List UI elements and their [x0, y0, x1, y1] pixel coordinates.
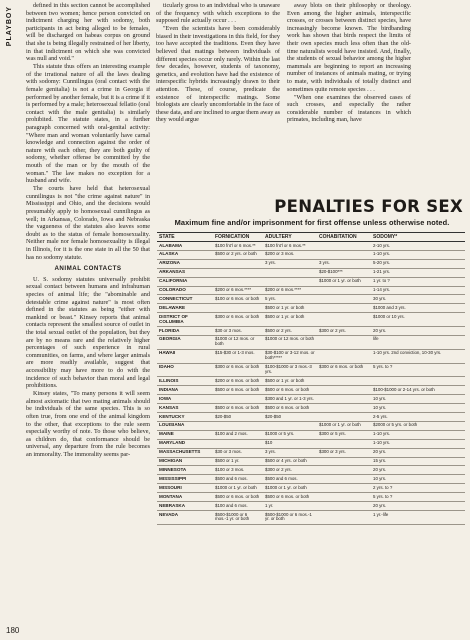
penalty-cell: $500 or 6 mos. or both	[213, 386, 263, 395]
penalty-cell: 1-10 yrs.	[371, 250, 465, 259]
penalty-cell: 2-5 yrs.	[371, 413, 465, 422]
penalty-cell: 2 yrs. to ?	[371, 484, 465, 493]
penalty-cell: $300 and 1 yr. or 1-3 yrs.	[263, 395, 317, 404]
column-header: COHABITATION	[317, 233, 371, 242]
page-number: 180	[6, 626, 20, 635]
penalty-cell: 1 yr.	[263, 502, 317, 511]
penalty-cell: $500 and 6 mos.	[263, 475, 317, 484]
penalty-cell: $300 or 6 mos. or both	[213, 363, 263, 377]
penalty-cell	[317, 413, 371, 422]
penalty-cell: 5 yrs. to ?	[371, 493, 465, 502]
penalty-cell	[213, 259, 263, 268]
state-cell: ALASKA	[157, 250, 213, 259]
state-cell: ARKANSAS	[157, 268, 213, 277]
paragraph: away blots on their philosophy or theology. Even among the higher animals, interspecific crosses, or crosses between distinct species, have increasingly become known. The birdbanding work has shown that birds respect the limits of their own species much less often than the old-time naturalists would have insisted. And, finally, the students of sexual behavior among the higher mammals are beginning to report an increasing number of instances of animals mating, or trying to mate, with individuals of totally distinct and sometimes quite remote species . . .	[287, 2, 411, 93]
penalty-cell	[213, 304, 263, 313]
column-1-paragraphs-after-heading	[26, 276, 150, 459]
penalty-cell: $500 or 1 yr.	[213, 457, 263, 466]
penalty-cell	[317, 313, 371, 327]
state-cell: MARYLAND	[157, 439, 213, 448]
penalty-cell: 20 yrs.	[371, 502, 465, 511]
penalty-cell	[317, 304, 371, 313]
penalties-subtitle: Maximum fine and/or imprisonment for first offense unless otherwise noted.	[174, 218, 450, 227]
state-cell: DELAWARE	[157, 304, 213, 313]
penalty-cell: $300 or 2 yrs.	[263, 466, 317, 475]
penalty-cell: $500 or 1 yr. or both	[263, 377, 317, 386]
table-row	[157, 250, 465, 259]
state-cell: DISTRICT OF COLUMBIA	[157, 313, 213, 327]
penalty-cell: $1000 and 3 yrs.	[371, 304, 465, 313]
column-header: SODOMY*	[371, 233, 465, 242]
state-cell: FLORIDA	[157, 327, 213, 336]
paragraph: ticularly gross to an individual who is unaware of the frequency with which exceptions to the supposed rule actually occur . . .	[156, 2, 280, 25]
penalty-cell	[371, 377, 465, 386]
state-cell: HAWAII	[157, 349, 213, 363]
magazine-name: PLAYBOY	[6, 6, 13, 47]
state-cell: CONNECTICUT	[157, 295, 213, 304]
penalty-cell: $500 or 2 yrs.	[263, 327, 317, 336]
table-row	[157, 377, 465, 386]
paragraph: The courts have held that heterosexual cunnilingus is not "the crime against nature" in Mississippi and Ohio, and the decisions would presumably apply to homosexual cunnilingus as well; in Arkansas, Colorado, Iowa and Nebraska the vagueness of the statutes also leaves some doubt as to the status of female homosexuality. Neither male nor female homosexuality is illegal in Illinois, for it is the one state in all the 50 that has no sodomy statute.	[26, 185, 150, 261]
penalty-cell: $15-$30 or 1-3 mos.	[213, 349, 263, 363]
table-row	[157, 493, 465, 502]
penalty-cell	[317, 466, 371, 475]
penalty-cell: 1-21 yrs.	[371, 268, 465, 277]
state-cell: MISSISSIPPI	[157, 475, 213, 484]
penalty-cell	[317, 395, 371, 404]
penalty-cell	[317, 484, 371, 493]
penalty-cell: 3 yrs.	[263, 448, 317, 457]
table-row	[157, 242, 465, 251]
penalty-cell	[317, 377, 371, 386]
penalty-cell: $300 or 5 yrs.	[317, 430, 371, 439]
penalty-cell: 10 yrs.	[371, 475, 465, 484]
penalty-cell: life	[371, 335, 465, 349]
penalty-cell: 2-10 yrs.	[371, 242, 465, 251]
table-row	[157, 349, 465, 363]
table-row	[157, 335, 465, 349]
paragraph: U. S. sodomy statutes universally prohibit sexual contact between humans and infrahuman species of animal life; the "abominable and detestable crime against nature" is most often defined in the statutes as being "either with mankind or beast." Kinsey reports that animal contacts represent the smallest source of outlet in the total sexual outlet of the population, but they are by no means rare and the relatively higher percentages of such experience in rural communities, on farms, and where larger animals are more readily available, suggest that accessibility may have more to do with the incidence of such behavior than moral and legal prohibitions.	[26, 275, 150, 390]
text-column-3	[287, 2, 411, 190]
penalty-cell: $500 or 6 mos. or both	[263, 386, 317, 395]
penalty-cell: $100 and 6 mos.	[213, 502, 263, 511]
penalty-cell: $200 or 3 mos.	[263, 250, 317, 259]
state-cell: LOUISIANA	[157, 421, 213, 430]
state-cell: MASSACHUSETTS	[157, 448, 213, 457]
state-cell: KANSAS	[157, 404, 213, 413]
penalty-cell: $500-$1000 or 6 mos.-1 yr. or both	[213, 511, 263, 525]
penalty-cell	[213, 268, 263, 277]
state-cell: ARIZONA	[157, 259, 213, 268]
penalty-cell: 1-14 yrs.	[371, 286, 465, 295]
penalty-cell: $1000 or 1 yr. or both	[317, 277, 371, 286]
column-header: ADULTERY	[263, 233, 317, 242]
penalty-cell	[213, 395, 263, 404]
penalty-cell: 5 yrs. to ?	[371, 363, 465, 377]
penalties-title: PENALTIES FOR SEX	[274, 197, 463, 216]
penalties-table	[157, 232, 465, 525]
paragraph: Kinsey states, "To many persons it will seem almost axiomatic that two mating animals should be individuals of the same species. This is so often true, from one end of the animal kingdom to the other, that exceptions to the rule seem especially worthy of note. To those who believe, as children do, that conformance should be universal, any departure from the rule becomes an immorality. The immorality seems par-	[26, 390, 150, 458]
penalty-cell: $10	[263, 439, 317, 448]
paragraph: This statute thus offers an interesting example of the irrational nature of all the laws dealing with sodomy: Cunnilingus (oral contact with the female genitalia) is not a crime in Georgia if performed by another female, but it is a crime if it is performed by a male; heterosexual fellatio (oral contact with the male genitalia) is similarly prohibited. The statute states, in a further paragraph concerned with oral-genital activity: "Where man and woman voluntarily have carnal knowledge and connection against the order of nature with each other, they are both guilty of sodomy, whether offense be committed by the mouth of the man or by the mouth of the woman." The law makes no exception for a husband and wife.	[26, 63, 150, 185]
penalty-cell: 5-20 yrs.	[371, 259, 465, 268]
penalty-cell	[317, 475, 371, 484]
column-header: FORNICATION	[213, 233, 263, 242]
table-row	[157, 404, 465, 413]
penalty-cell	[213, 439, 263, 448]
penalty-cell: $500 or 6 mos. or both	[213, 493, 263, 502]
table-row	[157, 395, 465, 404]
penalty-cell: $500 or 6 mos. or both	[263, 404, 317, 413]
penalty-cell: $30 or 3 mos.	[213, 327, 263, 336]
table-row	[157, 439, 465, 448]
penalty-cell	[317, 349, 371, 363]
state-cell: MONTANA	[157, 493, 213, 502]
state-cell: IOWA	[157, 395, 213, 404]
penalties-header-row	[157, 233, 465, 242]
table-row	[157, 259, 465, 268]
state-cell: COLORADO	[157, 286, 213, 295]
penalty-cell: $20-$100***	[317, 268, 371, 277]
penalty-cell	[317, 457, 371, 466]
table-row	[157, 502, 465, 511]
penalty-cell: $100 fnt'l or 6 mos.**	[263, 242, 317, 251]
penalty-cell	[317, 250, 371, 259]
penalty-cell: $200 or 6 mos. or both	[213, 377, 263, 386]
state-cell: GEORGIA	[157, 335, 213, 349]
penalty-cell	[213, 421, 263, 430]
table-row	[157, 466, 465, 475]
penalty-cell: $100 fnt'l or 6 mos.**	[213, 242, 263, 251]
penalty-cell: $200 or 6 mos.****	[263, 286, 317, 295]
penalty-cell: $200 or 6 mos.****	[213, 286, 263, 295]
penalty-cell	[213, 277, 263, 286]
table-row	[157, 304, 465, 313]
penalty-cell	[317, 511, 371, 525]
state-cell: ILLINOIS	[157, 377, 213, 386]
table-row	[157, 277, 465, 286]
table-row	[157, 313, 465, 327]
penalty-cell: 20 yrs.	[371, 466, 465, 475]
penalty-cell: $1000 or 1 yr. or both	[317, 421, 371, 430]
penalty-cell	[263, 268, 317, 277]
column-1-paragraphs	[26, 2, 150, 261]
text-column-2	[156, 2, 280, 190]
penalty-cell: 1-10 yrs. 2nd conviction, 10-30 yrs.	[371, 349, 465, 363]
state-cell: MAINE	[157, 430, 213, 439]
table-row	[157, 327, 465, 336]
penalty-cell	[317, 335, 371, 349]
penalties-table-box	[157, 190, 467, 630]
penalty-cell: 1-10 yrs.	[371, 430, 465, 439]
penalty-cell: 10 yrs.	[371, 395, 465, 404]
penalty-cell	[317, 386, 371, 395]
penalty-cell	[317, 286, 371, 295]
penalty-cell: $30 or 3 mos.	[213, 448, 263, 457]
state-cell: NEVADA	[157, 511, 213, 525]
table-row	[157, 484, 465, 493]
penalty-cell: $1000 or 10 yrs.	[371, 313, 465, 327]
penalty-cell: $1000 or 1 yr. or both	[213, 484, 263, 493]
table-row	[157, 413, 465, 422]
state-cell: KENTUCKY	[157, 413, 213, 422]
penalty-cell: 3 yrs.	[317, 259, 371, 268]
penalty-cell: 10 yrs.	[371, 404, 465, 413]
penalty-cell: 1 yr. to ?	[371, 277, 465, 286]
state-cell: CALIFORNIA	[157, 277, 213, 286]
penalty-cell	[317, 242, 371, 251]
penalty-cell: $100 or 6 mos. or both	[213, 295, 263, 304]
state-cell: MICHIGAN	[157, 457, 213, 466]
section-heading: ANIMAL CONTACTS	[54, 265, 122, 273]
penalty-cell: 1 yr.-life	[371, 511, 465, 525]
table-row	[157, 430, 465, 439]
penalty-cell: $100-$1000 or 2-14 yrs. or both	[371, 386, 465, 395]
paragraph: "Even the scientists have been considerably biased in their investigations in this field, for they too have accepted the traditions. Even they have believed that matings between individuals of different species occur only rarely. Within the last few decades, however, students of taxonomy, genetics, and evolution have had the existence of interspecific hybrids increasingly drawn to their attention. These, of course, predicate the existence of interspecific matings. Some biologists are clearly uncomfortable in the face of these data, and are inclined to argue them away as they would argue	[156, 25, 280, 124]
penalty-cell: 3 yrs.	[263, 259, 317, 268]
penalty-cell	[317, 295, 371, 304]
penalty-cell	[317, 404, 371, 413]
penalty-cell: $500 or 4 yrs. or both	[263, 457, 317, 466]
penalty-cell: $1000 or 12 mos. or both	[263, 335, 317, 349]
penalty-cell: $500 or 2 yrs. or both	[213, 250, 263, 259]
penalty-cell: $500 or 1 yr. or both	[263, 304, 317, 313]
penalty-cell: $300 or 6 mos. or both	[317, 363, 371, 377]
table-row	[157, 268, 465, 277]
penalty-cell: $1000 or 12 mos. or both	[213, 335, 263, 349]
state-cell: MISSOURI	[157, 484, 213, 493]
penalty-cell	[317, 502, 371, 511]
table-row	[157, 511, 465, 525]
penalty-cell: $30-$100 or 3-12 mos. or both*****	[263, 349, 317, 363]
table-row	[157, 421, 465, 430]
state-cell: MINNESOTA	[157, 466, 213, 475]
penalty-cell: $1000 or 1 yr. or both	[263, 484, 317, 493]
penalty-cell: 30 yrs.	[371, 295, 465, 304]
table-row	[157, 363, 465, 377]
table-row	[157, 386, 465, 395]
table-row	[157, 448, 465, 457]
penalty-cell: $100 or 3 mos.	[213, 466, 263, 475]
penalty-cell	[263, 421, 317, 430]
penalty-cell: 20 yrs.	[371, 448, 465, 457]
column-header: STATE	[157, 233, 213, 242]
penalty-cell: $1000 or 5 yrs.	[263, 430, 317, 439]
penalty-cell: 1-10 yrs.	[371, 439, 465, 448]
penalty-cell	[263, 277, 317, 286]
state-cell: ALABAMA	[157, 242, 213, 251]
penalty-cell: 20 yrs.	[371, 327, 465, 336]
penalty-cell: $300 or 3 yrs.	[317, 448, 371, 457]
penalty-cell: $2000 or 5 yrs. or both	[371, 421, 465, 430]
paragraph: "When one examines the observed cases of such crosses, and especially the rather considerable number of instances in which primates, including man, have	[287, 93, 411, 124]
state-cell: INDIANA	[157, 386, 213, 395]
penalty-cell: $500-$1000 or 6 mos.-1 yr. or both	[263, 511, 317, 525]
table-row	[157, 475, 465, 484]
state-cell: NEBRASKA	[157, 502, 213, 511]
table-row	[157, 295, 465, 304]
penalty-cell: 15 yrs.	[371, 457, 465, 466]
penalty-cell: $500 and 6 mos.	[213, 475, 263, 484]
table-row	[157, 286, 465, 295]
penalty-cell	[317, 439, 371, 448]
penalty-cell	[317, 493, 371, 502]
penalty-cell: $500 or 6 mos. or both	[263, 493, 317, 502]
penalty-cell: $300 or 2 yrs.	[317, 327, 371, 336]
penalty-cell: $500 or 1 yr. or both	[263, 313, 317, 327]
penalty-cell: $500 or 6 mos. or both	[213, 404, 263, 413]
penalty-cell: $100-$1000 or 3 mos.-3 yrs.	[263, 363, 317, 377]
text-column-1	[26, 2, 150, 630]
penalty-cell: $300 or 6 mos. or both	[213, 313, 263, 327]
penalty-cell: $20-$50	[263, 413, 317, 422]
state-cell: IDAHO	[157, 363, 213, 377]
paragraph: defined in this section cannot be accomplished between two women; hence person convicted on indictment charging her with sodomy, both participants in act being alleged to be females, will be discharged on habeas corpus on ground that she is being illegally restrained of her liberty, in that indictment on which she was convicted was null and void."	[26, 2, 150, 63]
table-row	[157, 457, 465, 466]
penalty-cell: $20-$50	[213, 413, 263, 422]
penalty-cell: $100 and 2 mos.	[213, 430, 263, 439]
penalty-cell: 5 yrs.	[263, 295, 317, 304]
penalties-body	[157, 242, 465, 525]
